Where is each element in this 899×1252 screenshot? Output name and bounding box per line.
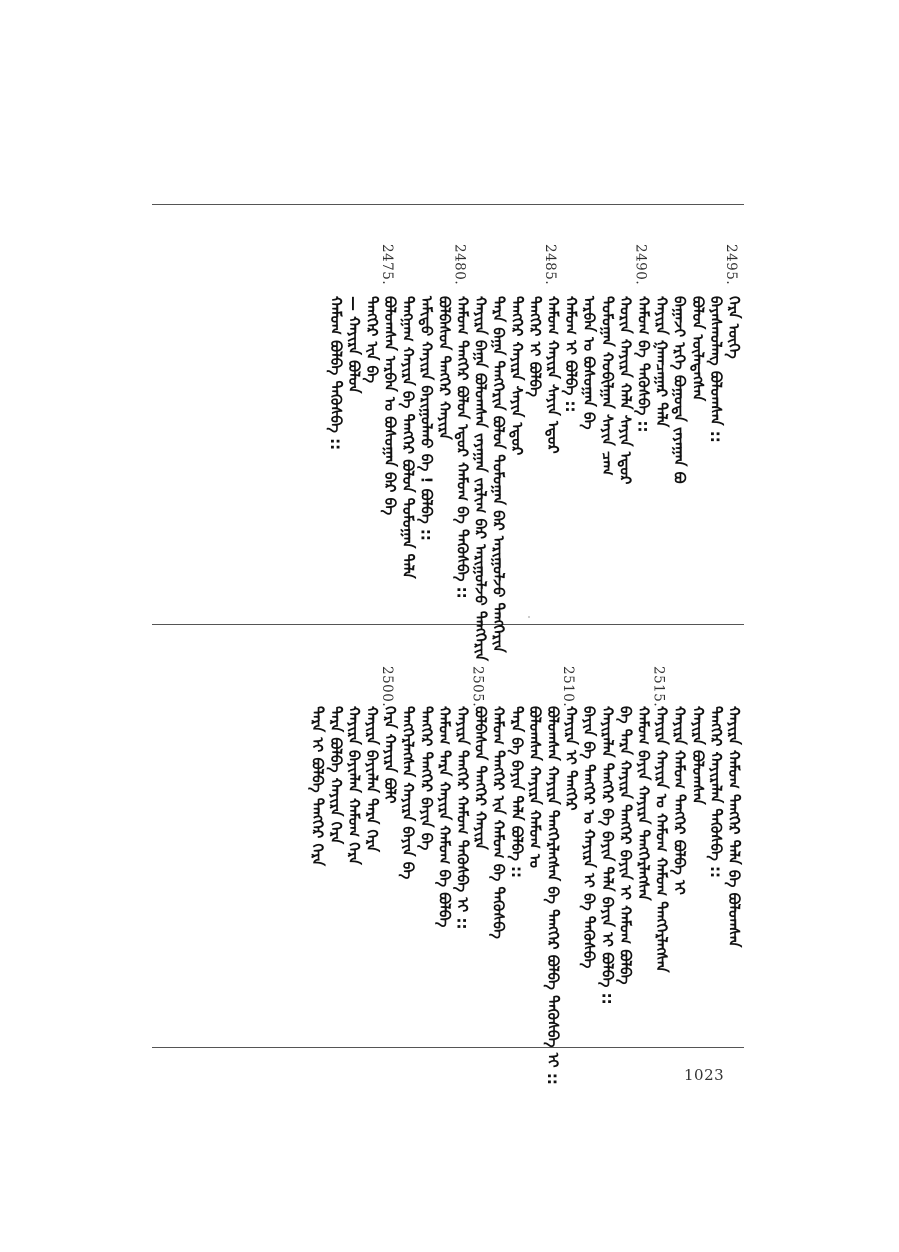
verse-line: ᠲᠡᠩᠭᠡᠷ ᠢᠨ ᠪᠠ: [363, 296, 381, 384]
verse-line: ᠬᠠᠶᠢᠷᠠ ᠪᠣᠯᠤᠭᠰᠠᠨ: [688, 706, 707, 805]
verse-line: — ᠬᠠᠶᠢᠷᠠ ᠪᠣᠯᠤᠨ: [344, 296, 363, 394]
middle-divider-rule: [152, 624, 744, 625]
verse-line: ᠪᠠ ᠲᠡᠷᠡ ᠬᠠᠶᠢᠷᠠ ᠲᠡᠩᠭᠡᠷ ᠪᠠᠶᠢᠨ ᠢ ᠬᠠᠮᠤᠭ ᠪᠣᠯᠪᠠ: [616, 706, 635, 985]
upper-text-block: [152, 214, 744, 662]
verse-line: ᠬᠠᠮᠤᠭ ᠪᠣᠯᠪᠠ ᠲᠡᠭᠦᠰᠪᠡ ::: [326, 296, 345, 451]
verse-line: ᠲᠡᠷᠡ ᠢ ᠪᠣᠯᠪᠠ ᠲᠡᠩᠭᠡᠷ ᠬᠡᠷᠡ: [308, 706, 327, 866]
verse-line: ᠲᠡᠩᠭᠡᠷ ᠲᠡᠩᠭᠡᠷ ᠪᠠᠶᠢᠨ ᠪᠠ: [417, 706, 436, 851]
verse-line: ᠬᠠᠶᠢᠷᠠ ᠬᠠᠮᠤᠭ ᠲᠡᠩᠭᠡᠷ ᠪᠣᠯᠪᠠ ᠢ: [670, 706, 689, 895]
verse-line: ᠬᠠᠶᠢᠷᠠ ᠪᠠᠶᠢᠨᠯᠠᠨ ᠲᠡᠷᠡ ᠬᠡᠷᠡ: [363, 706, 381, 853]
verse-line: ᠬᠠᠮᠤᠭ ᠪᠠᠶᠢᠨ ᠬᠠᠶᠢᠷᠠ ᠲᠡᠩᠭᠡᠷᠯᠡᠭᠰᠡᠨ: [634, 706, 653, 901]
line-number: 2505.: [469, 666, 486, 708]
verse-line: ᠬᠡᠷᠡ ᠦᠭᠡ: [725, 296, 743, 359]
verse-line: ᠬᠠᠶᠢᠷᠠ ᠬᠠᠮᠤᠭ ᠲᠡᠩᠭᠡᠷ ᠲᠠᠯᠠ ᠪᠠ ᠪᠣᠯᠤᠭᠰᠠᠨ: [725, 706, 743, 948]
verse-line: ᠲᠡᠩᠭᠡᠷ ᠢ ᠪᠣᠯᠪᠠ: [525, 296, 544, 397]
line-number: 2515.: [650, 666, 667, 708]
verse-line: ᠪᠠᠭᠠᠵᠢ ᠡᠷᠬᠡ ᠪᠣᠭᠣᠳᠠ ᠵᠠᠶᠠᠭᠠᠨ ᠪᠣ: [670, 296, 689, 484]
verse-line: ᠪᠣᠯᠤᠭᠰᠠᠨ ᠠᠷᠪᠠᠨ ᠣ ᠪᠣᠰᠣᠭᠠᠨ ᠪᠠᠷ ᠪᠠ: [381, 296, 400, 516]
page-number: 1023: [684, 1066, 725, 1084]
verse-line: ᠬᠠᠶᠢᠷᠠ ᠢ ᠲᠡᠩᠭᠡᠷ: [562, 706, 581, 811]
verse-line: ᠬᠡᠷᠡ ᠬᠠᠶᠢᠷᠠ ᠪᠣᠯᠢ: [381, 706, 400, 804]
verse-line: ᠠᠷᠪᠠᠨ ᠣ ᠪᠣᠰᠣᠭᠠᠨ ᠪᠠ: [580, 296, 599, 430]
verse-line: ᠬᠠᠶᠢᠷᠠ ᠭᠠᠭᠴᠠᠭᠠᠷ ᠲᠠᠯᠠ: [652, 296, 671, 428]
text-column: [324, 214, 348, 614]
top-divider-rule: [152, 204, 744, 205]
text-column: [306, 634, 330, 1038]
line-number: 2490.: [632, 244, 649, 286]
line-number: 2495.: [723, 244, 739, 286]
verse-line: ᠬᠠᠮᠤᠭ ᠢ ᠪᠣᠯᠪᠠ ::: [562, 296, 581, 413]
line-number: 2485.: [542, 244, 558, 286]
verse-line: ᠲᠡᠩᠭᠡᠷᠯᠡᠭᠰᠡᠨ ᠬᠠᠶᠢᠷᠠ ᠪᠠᠶᠢᠨ ᠪᠠ: [399, 706, 418, 880]
verse-line: ᠪᠣᠯᠪᠠᠰᠤᠨ ᠲᠡᠩᠭᠡᠷ ᠬᠠᠶᠢᠷᠠ: [471, 706, 490, 850]
verse-line: ᠪᠠᠶᠢᠨ ᠪᠠ ᠲᠡᠩᠭᠡᠷ ᠣ ᠬᠠᠶᠢᠷᠠ ᠢ ᠪᠠ ᠲᠡᠭᠦᠰᠪᠡ: [580, 706, 599, 969]
verse-line: ᠬᠠᠶᠢᠷᠠ ᠪᠠᠭᠠ ᠪᠣᠯᠤᠭᠰᠠᠨ ᠵᠠᠶᠠᠭᠠᠨ ᠵᠠᠷᠯᠢᠭ ᠪᠠᠷ ᠠᠷᠢᠭᠤᠯᠵᠤ ᠲᠡᠩᠭᠡᠷᠢᠨ: [471, 296, 490, 662]
verse-line: ᠪᠠᠶᠠᠰᠬᠤᠯᠠᠩ ᠪᠣᠯᠤᠭᠰᠠᠨ ::: [706, 296, 725, 443]
scan-speck: [528, 616, 530, 618]
verse-line: ᠲᠡᠷᠡ ᠪᠣᠯᠪᠠ ᠬᠠᠶᠢᠷᠠ ᠬᠡᠷᠡ: [326, 706, 345, 845]
line-number: 2510.: [560, 666, 577, 708]
line-number: 2480.: [451, 244, 468, 286]
verse-line: ᠬᠠᠶᠢᠷᠠᠯᠠᠨ ᠲᠡᠩᠭᠡᠷ ᠪᠠ ᠪᠠᠶᠢᠨ ᠲᠠᠯᠠ ᠪᠠᠶᠢᠨ ᠢ ᠪᠣᠯᠪᠠ ::: [598, 706, 617, 1005]
verse-line: ᠬᠠᠶᠢᠷᠠ ᠲᠡᠩᠭᠡᠷ ᠬᠠᠮᠤᠭ ᠲᠡᠭᠦᠰᠪᠡ ᠢ ::: [453, 706, 472, 930]
verse-line: ᠬᠣᠷᠢᠨ ᠬᠠᠶᠢᠷᠠ ᠬᠠᠯᠠ ᠰᠠᠶᠢᠨ ᠡᠳᠦᠷ: [616, 296, 635, 485]
verse-line: ᠬᠠᠶᠢᠷᠠ ᠬᠠᠶᠢᠷᠠ ᠣ ᠬᠠᠮᠤᠭ ᠬᠠᠮᠤᠭ ᠲᠡᠩᠭᠡᠷᠯᠡᠭᠰᠡᠨ: [652, 706, 671, 973]
verse-line: ᠲᠡᠩᠭᠡᠷ ᠬᠠᠶᠢᠷᠠᠯᠠᠨ ᠲᠡᠭᠦᠰᠪᠡ ::: [706, 706, 725, 879]
line-number: 2475.: [379, 244, 396, 286]
verse-line: ᠬᠠᠮᠤᠭ ᠪᠠ ᠲᠡᠭᠦᠰᠪᠡ ::: [634, 296, 653, 433]
verse-line: ᠬᠠᠶᠢᠷᠠ ᠪᠠᠶᠢᠨᠯᠠᠨ ᠬᠠᠮᠤᠭ ᠬᠡᠷᠡ: [344, 706, 363, 865]
verse-line: ᠠᠮᠢᠲᠤ ᠬᠠᠶᠢᠷᠠ ᠪᠠᠷᠢᠭᠤᠯᠬᠤ ᠪᠠ ! ᠪᠣᠯᠪᠠ ::: [417, 296, 436, 541]
verse-line: ᠬᠠᠮᠤᠭ ᠬᠠᠶᠢᠷᠠ ᠰᠠᠶᠢᠨ ᠡᠳᠦᠷ: [544, 296, 562, 454]
verse-line: ᠪᠣᠯᠤᠭᠰᠠᠨ ᠬᠠᠶᠢᠷᠠ ᠬᠠᠮᠤᠭ ᠣ: [525, 706, 544, 869]
verse-line: ᠬᠠᠮᠤᠭ ᠲᠡᠷᠡ ᠬᠠᠶᠢᠷᠠ ᠬᠠᠮᠤᠭ ᠪᠠ ᠪᠣᠯᠪᠠ: [435, 706, 454, 928]
verse-line: ᠲᠣᠮᠣᠭᠠᠨ ᠬᠣᠪᠢᠯᠭᠠᠨ ᠰᠠᠶᠢᠨ ᠴᠠᠭ: [598, 296, 617, 476]
line-number: 2500.: [379, 666, 396, 708]
verse-line: ᠲᠡᠷᠡ ᠪᠠ ᠪᠠᠶᠢᠨ ᠲᠠᠯᠠ ᠪᠣᠯᠪᠠ ::: [507, 706, 526, 879]
verse-line: ᠬᠠᠮᠤᠭ ᠲᠡᠩᠭᠡᠷ ᠢᠨ ᠬᠠᠮᠤᠭ ᠪᠠ ᠲᠡᠭᠦᠰᠪᠡ: [489, 706, 508, 939]
verse-line: ᠲᠠᠩᠭᠠᠭ ᠬᠠᠶᠢᠷᠠ ᠪᠠ ᠲᠡᠩᠭᠡᠷ ᠪᠣᠯᠤᠨ ᠲᠣᠮᠣᠭᠠᠨ ᠲᠠᠯᠠ: [399, 296, 418, 579]
verse-line: ᠪᠣᠯᠪᠠᠰᠤᠨ ᠲᠡᠩᠭᠡᠷ ᠬᠠᠶᠢᠷᠠ: [435, 296, 454, 440]
verse-line: ᠪᠣᠯᠤᠨ ᠦᠯᠡᠳᠡᠭᠰᠡᠨ: [688, 296, 707, 402]
verse-line: ᠬᠠᠮᠤᠭ ᠲᠡᠩᠭᠡᠷ ᠪᠣᠯᠤᠨ ᠡᠳᠦᠷ ᠬᠠᠮᠤᠭ ᠪᠠ ᠲᠡᠭᠦᠰᠪᠡ ::: [453, 296, 472, 599]
verse-line: ᠲᠡᠩᠭᠡᠷ ᠬᠠᠶᠢᠷᠠ ᠰᠠᠶᠢᠨ ᠡᠳᠦᠷ: [507, 296, 526, 456]
bottom-divider-rule: [152, 1047, 744, 1048]
verse-line: ᠪᠣᠯᠤᠭᠰᠠᠨ ᠬᠠᠶᠢᠷᠠ ᠲᠡᠩᠭᠡᠷᠯᠡᠭᠰᠡᠨ ᠪᠠ ᠲᠡᠩᠭᠡᠷ ᠪᠣᠯᠪᠠ ᠲᠡᠭᠦᠰᠪᠡ ᠢ ::: [544, 706, 562, 1085]
verse-line: ᠲᠡᠷᠡ ᠪᠠᠭᠠ ᠲᠡᠩᠭᠡᠷᠢᠨ ᠪᠣᠯᠤᠨ ᠲᠣᠮᠣᠭᠠᠨ ᠪᠠᠷ ᠠᠷᠢᠭᠤᠯᠵᠤ ᠲᠡᠩᠭᠡᠷᠢᠨ: [489, 296, 508, 653]
